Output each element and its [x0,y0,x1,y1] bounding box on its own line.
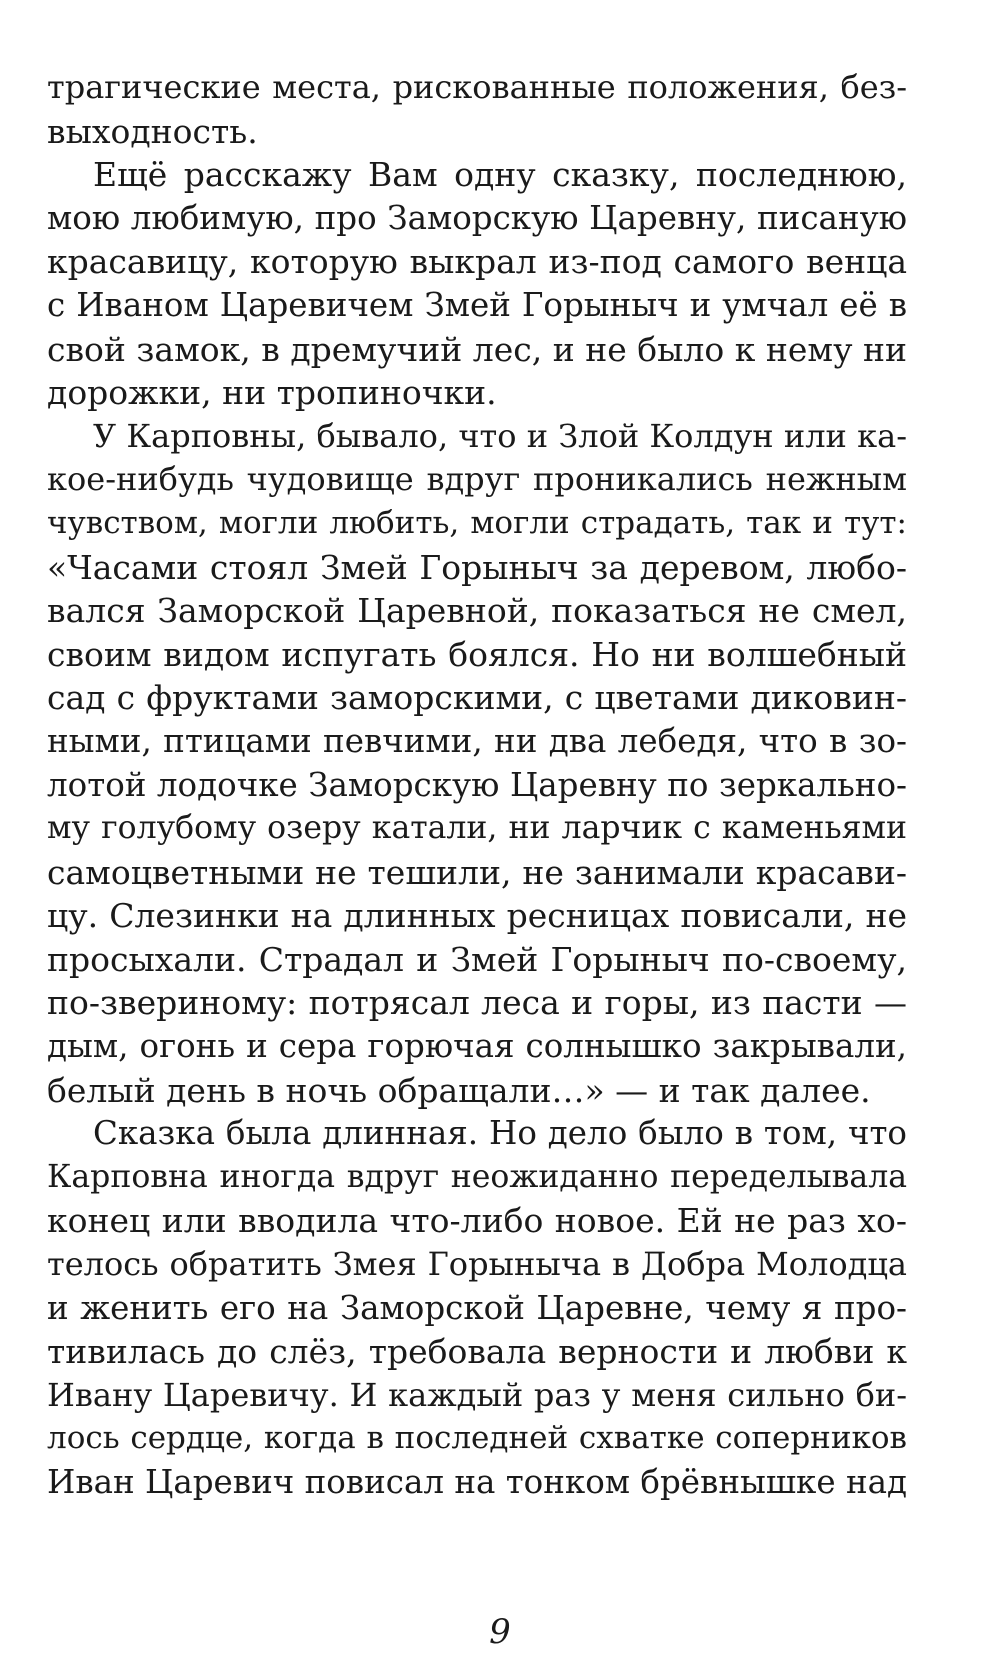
text-line: трагические места, рискованные положения, без- [47,68,907,106]
text-line: свой замок, в дремучий лес, и не было к нему ни [47,329,907,369]
text-line: своим видом испугать боялся. Но ни волшебный [47,634,907,674]
text-line: тивилась до слёз, требовала верности и любви к [47,1332,907,1372]
text-line: Иван Царевич повисал на тонком брёвнышке над [47,1463,907,1501]
text-line: цу. Слезинки на длинных ресницах повисали, не [47,896,907,936]
text-line: белый день в ночь обращали…» — и так далее. [47,1070,871,1110]
page-body-text [47,66,907,1505]
text-line: самоцветными не тешили, не занимали красави- [47,852,907,892]
text-line: красавицу, которую выкрал из-под самого венца [47,242,907,282]
text-line: У Карповны, бывало, что и Злой Колдун или ка- [93,416,907,455]
text-line: сад с фруктами заморскими, с цветами диковин- [47,678,907,718]
text-line: телось обратить Змея Горыныча в Добра Молодца [47,1245,907,1284]
page-number: 9 [489,1612,511,1652]
text-line: чувством, могли любить, могли страдать, так и тут: [47,504,907,541]
text-line: Карповна иногда вдруг неожиданно переделывала [47,1158,907,1195]
text-line: кое-нибудь чудовище вдруг проникались нежным [47,460,907,499]
text-line: Ещё расскажу Вам одну сказку, последнюю, [93,155,907,195]
text-line: лотой лодочке Заморскую Царевну по зеркально- [47,765,907,804]
paragraph [47,66,907,153]
text-line: и женить его на Заморской Царевне, чему я про- [47,1288,907,1327]
text-line: му голубому озеру катали, ни ларчик с каменьями [47,810,907,847]
text-line: Сказка была длинная. Но дело было в том, что [93,1114,907,1153]
paragraph [47,153,907,415]
text-line: лось сердце, когда в последней схватке соперников [47,1420,907,1457]
paragraph [47,1112,907,1504]
text-line: дорожки, ни тропиночки. [47,373,497,413]
text-line: по-звериному: потрясал леса и горы, из пасти — [47,983,907,1023]
text-line: просыхали. Страдал и Змей Горыныч по-своему, [47,939,907,979]
text-line: вался Заморской Царевной, показаться не смел, [47,591,907,631]
text-line: дым, огонь и сера горючая солнышко закрывали, [47,1027,907,1066]
paragraph [47,415,907,1113]
text-line: с Иваном Царевичем Змей Горыныч и умчал её в [47,285,907,324]
text-line: ными, птицами певчими, ни два лебедя, что в зо- [47,721,907,760]
text-line: Ивану Царевичу. И каждый раз у меня сильно би- [47,1375,907,1414]
text-line: мою любимую, про Заморскую Царевну, писаную [47,198,907,237]
text-line: конец или вводила что-либо новое. Ей не раз хо- [47,1201,907,1241]
text-line: «Часами стоял Змей Горыныч за деревом, любо- [47,547,907,587]
text-line: выходность. [47,111,258,151]
